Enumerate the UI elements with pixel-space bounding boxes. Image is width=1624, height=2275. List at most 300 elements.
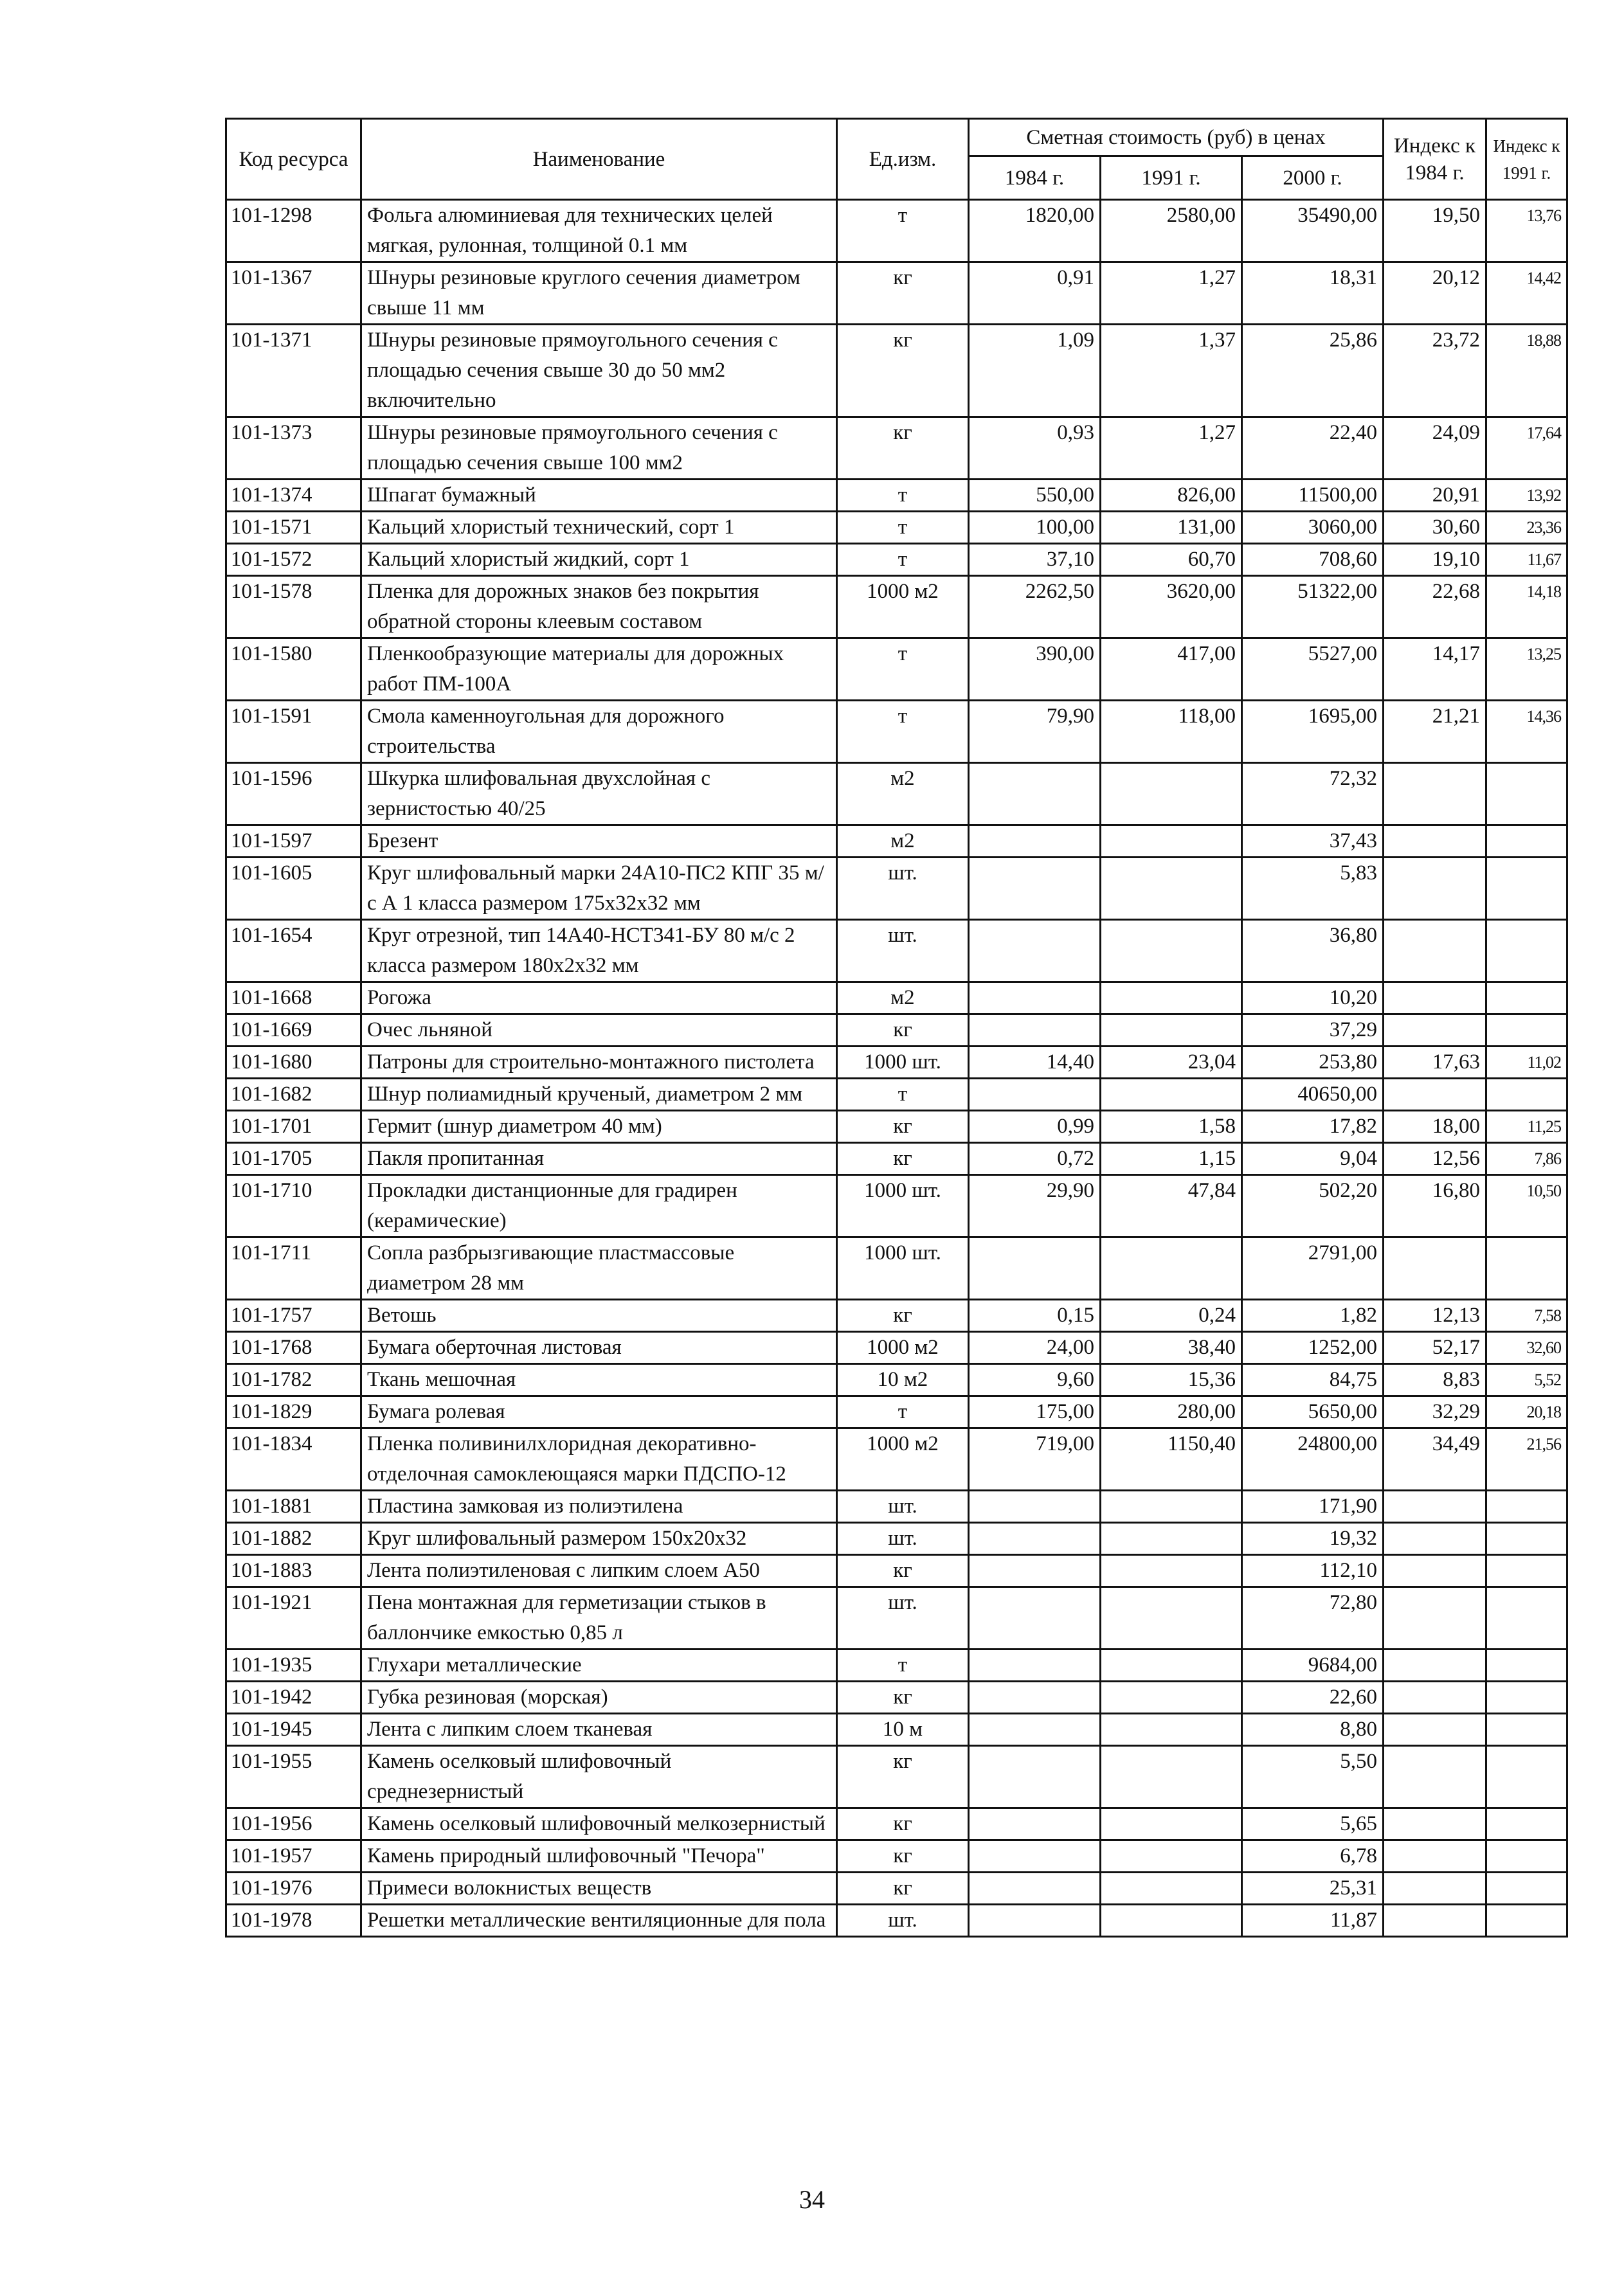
table-row [226,1491,1567,1523]
cell-code: 101-1680 [226,1047,361,1079]
cell-unit: 1000 м2 [837,1332,969,1364]
cell-unit: шт. [837,1905,969,1937]
cell-price-1984 [969,1905,1101,1937]
cell-index-1984: 24,09 [1384,417,1486,480]
cell-price-1984 [969,1079,1101,1111]
cell-unit: шт. [837,858,969,920]
cell-price-2000: 72,32 [1242,763,1384,825]
cell-price-1991: 2580,00 [1101,200,1242,262]
header-index-1984: Индекс к 1984 г. [1384,119,1486,200]
cell-price-2000: 9684,00 [1242,1650,1384,1682]
table-row [226,576,1567,638]
cell-unit: кг [837,1682,969,1714]
header-name: Наименование [361,119,837,200]
cell-price-1984: 2262,50 [969,576,1101,638]
cell-index-1991 [1486,1079,1567,1111]
cell-unit: шт. [837,920,969,982]
cell-name: Губка резиновая (морская) [361,1682,837,1714]
cell-code: 101-1373 [226,417,361,480]
cell-price-1991 [1101,1746,1242,1808]
cell-index-1991 [1486,1555,1567,1587]
cell-index-1984 [1384,1905,1486,1937]
cell-index-1991: 14,36 [1486,701,1567,763]
cell-index-1991: 11,67 [1486,544,1567,576]
cell-name: Прокладки дистанционные для градирен (керамические) [361,1175,837,1237]
cell-index-1991 [1486,1714,1567,1746]
cell-unit: шт. [837,1491,969,1523]
table-row [226,1079,1567,1111]
cell-price-1991 [1101,1079,1242,1111]
cell-unit: кг [837,1746,969,1808]
cell-price-1991 [1101,982,1242,1014]
cell-unit: кг [837,1840,969,1873]
cell-index-1984 [1384,1014,1486,1047]
table-row [226,1873,1567,1905]
cell-unit: т [837,638,969,701]
cell-price-1984: 0,93 [969,417,1101,480]
cell-index-1991: 17,64 [1486,417,1567,480]
table-row [226,262,1567,325]
cell-price-2000: 22,40 [1242,417,1384,480]
cell-code: 101-1371 [226,325,361,417]
cell-price-1991: 280,00 [1101,1396,1242,1428]
cell-index-1991 [1486,1682,1567,1714]
cell-name: Ткань мешочная [361,1364,837,1396]
cell-unit: кг [837,1300,969,1332]
cell-name: Смола каменноугольная для дорожного строительства [361,701,837,763]
cell-name: Шпагат бумажный [361,480,837,512]
cell-name: Очес льняной [361,1014,837,1047]
cell-price-2000: 35490,00 [1242,200,1384,262]
cell-code: 101-1682 [226,1079,361,1111]
cell-price-2000: 5,50 [1242,1746,1384,1808]
cell-index-1984: 22,68 [1384,576,1486,638]
cell-price-2000: 6,78 [1242,1840,1384,1873]
table-header-row [226,119,1567,156]
cell-index-1984 [1384,1555,1486,1587]
cell-price-1984 [969,1808,1101,1840]
cell-unit: шт. [837,1523,969,1555]
cell-unit: 10 м2 [837,1364,969,1396]
cell-price-1991 [1101,1840,1242,1873]
cell-price-1984 [969,825,1101,858]
cell-index-1984: 18,00 [1384,1111,1486,1143]
table-row [226,1364,1567,1396]
cell-unit: т [837,200,969,262]
cell-index-1984 [1384,763,1486,825]
cell-code: 101-1591 [226,701,361,763]
cell-index-1991 [1486,1237,1567,1300]
header-index-1991: Индекс к 1991 г. [1486,119,1567,200]
cell-price-1984 [969,1523,1101,1555]
cell-name: Ветошь [361,1300,837,1332]
cell-index-1984: 20,91 [1384,480,1486,512]
cell-price-1991: 60,70 [1101,544,1242,576]
cell-price-1991: 118,00 [1101,701,1242,763]
cell-index-1984: 16,80 [1384,1175,1486,1237]
cell-price-2000: 37,29 [1242,1014,1384,1047]
cell-price-1984 [969,763,1101,825]
cell-price-2000: 5,83 [1242,858,1384,920]
cell-unit: шт. [837,1587,969,1650]
cell-price-1991 [1101,1014,1242,1047]
table-row [226,1905,1567,1937]
cell-index-1991: 13,25 [1486,638,1567,701]
cell-index-1984: 19,50 [1384,200,1486,262]
header-year-2000: 2000 г. [1242,156,1384,200]
cell-price-1984: 0,72 [969,1143,1101,1175]
cell-price-1991 [1101,825,1242,858]
cell-name: Сопла разбрызгивающие пластмассовые диаметром 28 мм [361,1237,837,1300]
cell-price-1984: 1,09 [969,325,1101,417]
cell-price-1984: 719,00 [969,1428,1101,1491]
cell-index-1991 [1486,825,1567,858]
table-row [226,1143,1567,1175]
cell-price-2000: 9,04 [1242,1143,1384,1175]
cell-price-2000: 502,20 [1242,1175,1384,1237]
cell-name: Пленка для дорожных знаков без покрытия обратной стороны клеевым составом [361,576,837,638]
cell-code: 101-1768 [226,1332,361,1364]
cell-unit: т [837,1396,969,1428]
table-row [226,1746,1567,1808]
cell-name: Пена монтажная для герметизации стыков в баллончике емкостью 0,85 л [361,1587,837,1650]
cell-price-1991 [1101,1682,1242,1714]
header-year-1984: 1984 г. [969,156,1101,200]
cell-index-1991 [1486,763,1567,825]
cell-unit: м2 [837,825,969,858]
cell-price-1984 [969,1682,1101,1714]
cell-unit: 1000 шт. [837,1237,969,1300]
cell-unit: кг [837,1143,969,1175]
cell-price-1991 [1101,1491,1242,1523]
cell-price-2000: 1,82 [1242,1300,1384,1332]
cell-price-2000: 3060,00 [1242,512,1384,544]
cell-name: Бумага оберточная листовая [361,1332,837,1364]
cell-unit: кг [837,1873,969,1905]
cell-index-1984 [1384,982,1486,1014]
table-row [226,763,1567,825]
cell-index-1984: 19,10 [1384,544,1486,576]
cell-code: 101-1955 [226,1746,361,1808]
cell-name: Кальций хлористый технический, сорт 1 [361,512,837,544]
cell-price-1991 [1101,920,1242,982]
cell-price-1991: 1,15 [1101,1143,1242,1175]
cell-name: Лента с липким слоем тканевая [361,1714,837,1746]
cell-price-1991 [1101,1714,1242,1746]
cell-index-1991: 11,25 [1486,1111,1567,1143]
cell-code: 101-1921 [226,1587,361,1650]
cell-index-1991 [1486,858,1567,920]
cell-price-1984 [969,1650,1101,1682]
cell-name: Шнур полиамидный крученый, диаметром 2 мм [361,1079,837,1111]
resource-price-table [225,118,1568,1938]
cell-code: 101-1976 [226,1873,361,1905]
cell-code: 101-1935 [226,1650,361,1682]
cell-price-1984: 0,15 [969,1300,1101,1332]
cell-price-2000: 24800,00 [1242,1428,1384,1491]
cell-unit: т [837,512,969,544]
cell-price-2000: 10,20 [1242,982,1384,1014]
cell-unit: 1000 м2 [837,1428,969,1491]
cell-index-1991: 10,50 [1486,1175,1567,1237]
cell-index-1991: 5,52 [1486,1364,1567,1396]
cell-name: Гермит (шнур диаметром 40 мм) [361,1111,837,1143]
cell-price-2000: 84,75 [1242,1364,1384,1396]
header-year-1991: 1991 г. [1101,156,1242,200]
table-row [226,1808,1567,1840]
cell-price-1984 [969,1014,1101,1047]
cell-code: 101-1605 [226,858,361,920]
cell-index-1991 [1486,1014,1567,1047]
cell-price-2000: 11,87 [1242,1905,1384,1937]
cell-name: Кальций хлористый жидкий, сорт 1 [361,544,837,576]
cell-code: 101-1883 [226,1555,361,1587]
cell-index-1984: 12,13 [1384,1300,1486,1332]
cell-code: 101-1978 [226,1905,361,1937]
cell-name: Брезент [361,825,837,858]
cell-price-2000: 25,86 [1242,325,1384,417]
cell-price-1991 [1101,763,1242,825]
cell-code: 101-1829 [226,1396,361,1428]
cell-price-1984 [969,1714,1101,1746]
cell-price-1991: 1,27 [1101,417,1242,480]
cell-name: Камень оселковый шлифовочный среднезернистый [361,1746,837,1808]
cell-price-1991: 1150,40 [1101,1428,1242,1491]
cell-index-1984 [1384,1650,1486,1682]
cell-price-1984: 29,90 [969,1175,1101,1237]
cell-unit: кг [837,417,969,480]
table-row [226,480,1567,512]
table-row [226,1523,1567,1555]
cell-price-1984 [969,982,1101,1014]
cell-price-1991: 15,36 [1101,1364,1242,1396]
cell-code: 101-1578 [226,576,361,638]
cell-code: 101-1596 [226,763,361,825]
cell-index-1984 [1384,825,1486,858]
header-code: Код ресурса [226,119,361,200]
cell-index-1984: 8,83 [1384,1364,1486,1396]
cell-code: 101-1705 [226,1143,361,1175]
cell-price-2000: 51322,00 [1242,576,1384,638]
cell-index-1991: 21,56 [1486,1428,1567,1491]
cell-price-1991 [1101,1905,1242,1937]
cell-unit: 1000 шт. [837,1175,969,1237]
table-row [226,1428,1567,1491]
cell-price-1984: 0,99 [969,1111,1101,1143]
cell-unit: т [837,544,969,576]
cell-index-1991 [1486,1808,1567,1840]
cell-price-1991 [1101,1523,1242,1555]
table-row [226,1332,1567,1364]
cell-price-1984 [969,858,1101,920]
table-row [226,982,1567,1014]
cell-index-1984: 20,12 [1384,262,1486,325]
cell-price-1984: 390,00 [969,638,1101,701]
cell-price-1991: 826,00 [1101,480,1242,512]
cell-index-1984: 32,29 [1384,1396,1486,1428]
cell-price-2000: 36,80 [1242,920,1384,982]
header-cost-group: Сметная стоимость (руб) в ценах [969,119,1384,156]
table-row [226,200,1567,262]
cell-unit: т [837,1079,969,1111]
table-row [226,701,1567,763]
cell-index-1984 [1384,1079,1486,1111]
cell-price-2000: 5527,00 [1242,638,1384,701]
cell-price-1991 [1101,1555,1242,1587]
table-row [226,1555,1567,1587]
cell-price-2000: 5,65 [1242,1808,1384,1840]
table-row [226,417,1567,480]
cell-price-2000: 11500,00 [1242,480,1384,512]
cell-unit: 1000 шт. [837,1047,969,1079]
table-row [226,1714,1567,1746]
cell-price-1991: 417,00 [1101,638,1242,701]
cell-price-1984 [969,1555,1101,1587]
page-number: 34 [799,2185,825,2214]
table-row [226,512,1567,544]
cell-name: Пленка поливинилхлоридная декоративно-отделочная самоклеющаяся марки ПДСПО-12 [361,1428,837,1491]
cell-price-1984 [969,1237,1101,1300]
cell-index-1984: 52,17 [1384,1332,1486,1364]
cell-name: Глухари металлические [361,1650,837,1682]
header-unit: Ед.изм. [837,119,969,200]
cell-code: 101-1298 [226,200,361,262]
cell-name: Лента полиэтиленовая с липким слоем А50 [361,1555,837,1587]
cell-index-1984 [1384,1587,1486,1650]
cell-price-1984 [969,1873,1101,1905]
cell-index-1984: 12,56 [1384,1143,1486,1175]
cell-index-1984: 21,21 [1384,701,1486,763]
cell-price-2000: 2791,00 [1242,1237,1384,1300]
table-row [226,1111,1567,1143]
table-row [226,858,1567,920]
cell-code: 101-1597 [226,825,361,858]
table-row [226,1650,1567,1682]
cell-index-1991: 18,88 [1486,325,1567,417]
cell-index-1991: 13,92 [1486,480,1567,512]
cell-price-1984: 0,91 [969,262,1101,325]
cell-price-2000: 8,80 [1242,1714,1384,1746]
table-row [226,1175,1567,1237]
cell-name: Пластина замковая из полиэтилена [361,1491,837,1523]
cell-name: Камень оселковый шлифовочный мелкозернистый [361,1808,837,1840]
cell-price-1991 [1101,1873,1242,1905]
cell-code: 101-1956 [226,1808,361,1840]
cell-name: Бумага ролевая [361,1396,837,1428]
cell-name: Круг шлифовальный размером 150х20х32 [361,1523,837,1555]
table-row [226,1682,1567,1714]
cell-index-1991: 11,02 [1486,1047,1567,1079]
cell-unit: кг [837,262,969,325]
cell-price-1991 [1101,858,1242,920]
table-row [226,544,1567,576]
cell-price-2000: 25,31 [1242,1873,1384,1905]
table-row [226,825,1567,858]
cell-unit: 1000 м2 [837,576,969,638]
cell-unit: кг [837,1808,969,1840]
cell-price-2000: 40650,00 [1242,1079,1384,1111]
cell-code: 101-1580 [226,638,361,701]
cell-index-1984: 30,60 [1384,512,1486,544]
cell-index-1984: 23,72 [1384,325,1486,417]
cell-code: 101-1834 [226,1428,361,1491]
resource-price-table-container [225,118,1566,1938]
cell-index-1991: 20,18 [1486,1396,1567,1428]
cell-price-2000: 18,31 [1242,262,1384,325]
cell-price-1991 [1101,1808,1242,1840]
cell-price-1991: 1,58 [1101,1111,1242,1143]
cell-unit: м2 [837,982,969,1014]
cell-name: Шнуры резиновые круглого сечения диаметром свыше 11 мм [361,262,837,325]
table-row [226,1014,1567,1047]
cell-index-1984 [1384,1491,1486,1523]
cell-index-1991 [1486,982,1567,1014]
cell-name: Примеси волокнистых веществ [361,1873,837,1905]
cell-price-2000: 22,60 [1242,1682,1384,1714]
cell-code: 101-1572 [226,544,361,576]
cell-index-1991: 13,76 [1486,200,1567,262]
table-row [226,325,1567,417]
cell-price-2000: 5650,00 [1242,1396,1384,1428]
cell-name: Камень природный шлифовочный "Печора" [361,1840,837,1873]
cell-code: 101-1701 [226,1111,361,1143]
cell-index-1984 [1384,920,1486,982]
cell-index-1991: 14,18 [1486,576,1567,638]
cell-price-1984: 175,00 [969,1396,1101,1428]
cell-price-2000: 708,60 [1242,544,1384,576]
cell-price-1991 [1101,1650,1242,1682]
table-row [226,1587,1567,1650]
cell-price-1984: 79,90 [969,701,1101,763]
cell-code: 101-1711 [226,1237,361,1300]
cell-index-1984: 14,17 [1384,638,1486,701]
cell-price-1984: 1820,00 [969,200,1101,262]
cell-unit: м2 [837,763,969,825]
cell-price-1984: 9,60 [969,1364,1101,1396]
table-row [226,1396,1567,1428]
cell-price-2000: 72,80 [1242,1587,1384,1650]
table-row [226,1300,1567,1332]
cell-index-1984 [1384,1873,1486,1905]
cell-name: Пленкообразующие материалы для дорожных работ ПМ-100А [361,638,837,701]
table-row [226,920,1567,982]
cell-price-1984: 550,00 [969,480,1101,512]
cell-name: Шнуры резиновые прямоугольного сечения с площадью сечения свыше 30 до 50 мм2 включительно [361,325,837,417]
cell-name: Круг отрезной, тип 14А40-НСТ341-БУ 80 м/с 2 класса размером 180х2х32 мм [361,920,837,982]
cell-unit: кг [837,1111,969,1143]
table-row [226,1840,1567,1873]
cell-price-1991: 38,40 [1101,1332,1242,1364]
cell-price-1991: 3620,00 [1101,576,1242,638]
cell-index-1984: 17,63 [1384,1047,1486,1079]
table-row [226,1237,1567,1300]
cell-price-1991: 0,24 [1101,1300,1242,1332]
cell-index-1984 [1384,1746,1486,1808]
cell-name: Патроны для строительно-монтажного пистолета [361,1047,837,1079]
cell-name: Круг шлифовальный марки 24А10-ПС2 КПГ 35 м/с А 1 класса размером 175х32х32 мм [361,858,837,920]
cell-unit: кг [837,1014,969,1047]
cell-index-1984 [1384,1808,1486,1840]
cell-code: 101-1669 [226,1014,361,1047]
cell-code: 101-1367 [226,262,361,325]
cell-index-1991 [1486,1523,1567,1555]
cell-index-1984 [1384,1840,1486,1873]
cell-code: 101-1571 [226,512,361,544]
table-row [226,638,1567,701]
cell-code: 101-1374 [226,480,361,512]
cell-price-1984 [969,920,1101,982]
cell-price-2000: 1252,00 [1242,1332,1384,1364]
